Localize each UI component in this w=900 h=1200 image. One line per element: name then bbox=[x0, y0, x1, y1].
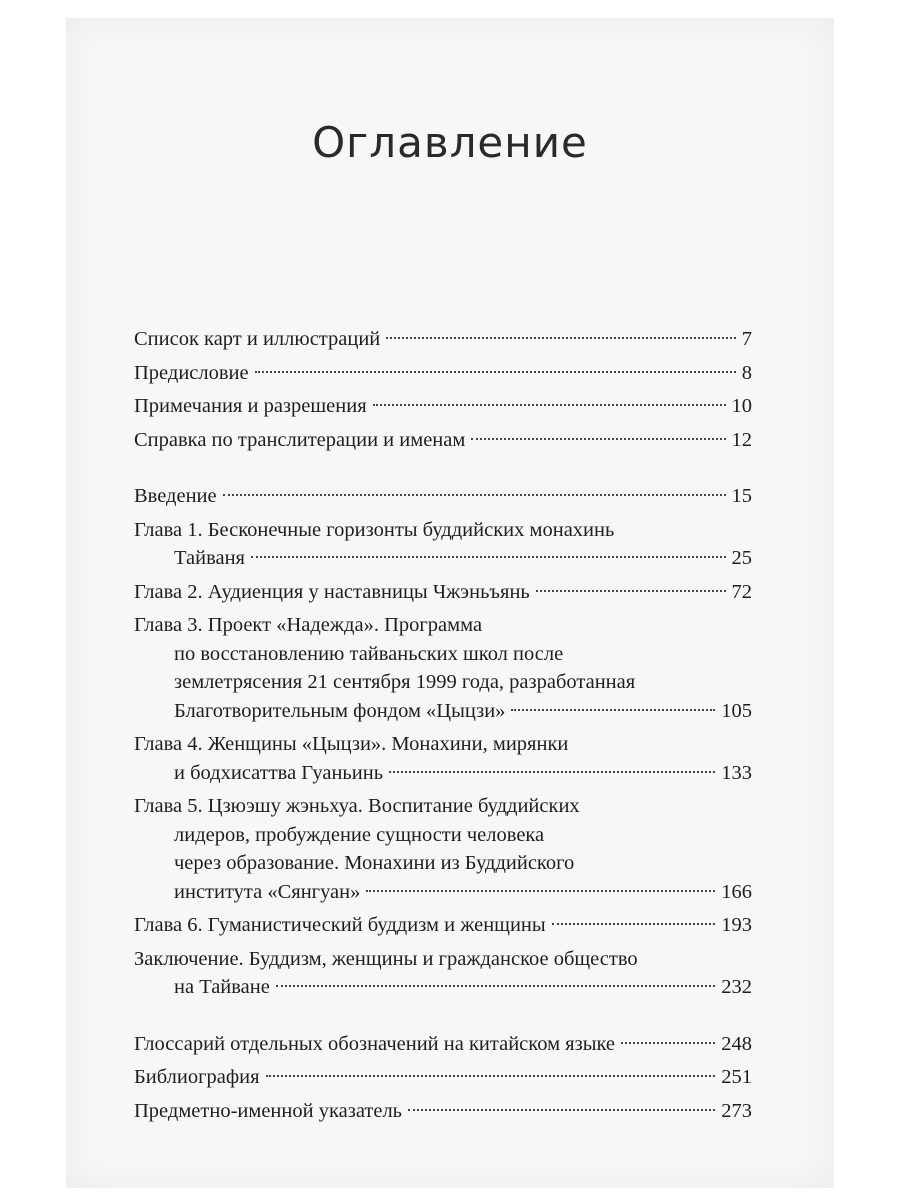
toc-entry-title-line: Глоссарий отдельных обозначений на китайском языке bbox=[134, 1032, 616, 1055]
toc-entry-title-line: Введение bbox=[134, 485, 217, 507]
toc-entry bbox=[134, 392, 752, 421]
toc-entry bbox=[134, 730, 752, 787]
dot-leader bbox=[408, 1109, 715, 1111]
toc-entry-title-line: Глава 4. Женщины «Цыцзи». Монахини, мирянки bbox=[134, 733, 569, 755]
toc-entry-title-line: Благотворительным фондом «Цыцзи» bbox=[174, 699, 506, 722]
toc-entry-title-line: на Тайване bbox=[174, 976, 270, 998]
toc-group bbox=[134, 482, 752, 1002]
toc-page-number: 248 bbox=[721, 1032, 752, 1055]
toc-entry-title-line: Предметно-именной указатель bbox=[134, 1099, 403, 1122]
toc-page-number: 72 bbox=[731, 580, 752, 603]
toc-page-number: 25 bbox=[731, 547, 752, 569]
toc-entry-title-line: Список карт и иллюстраций bbox=[134, 328, 381, 350]
toc-page-number: 133 bbox=[721, 761, 752, 784]
toc-entry bbox=[134, 482, 752, 511]
toc-page-number: 193 bbox=[721, 914, 752, 936]
toc-page-number: 10 bbox=[731, 395, 752, 417]
toc-entry bbox=[134, 325, 752, 354]
toc-entry-last-line bbox=[134, 392, 752, 421]
toc-entry-title-line: Глава 2. Аудиенция у наставницы Чжэньъянь bbox=[134, 580, 530, 603]
toc-entry-title-line: Тайваня bbox=[174, 547, 245, 569]
toc-entry-title-line: Глава 5. Цзюэшу жэньхуа. Воспитание буддийских bbox=[134, 795, 580, 817]
dot-leader bbox=[511, 709, 715, 711]
toc-entry-title-line: Предисловие bbox=[134, 361, 249, 384]
toc-entry-last-line bbox=[134, 1030, 752, 1059]
toc-entry-title-line: Примечания и разрешения bbox=[134, 395, 367, 417]
toc-entry-last-line bbox=[134, 1097, 752, 1126]
toc-entry-title-line: института «Сянгуан» bbox=[174, 880, 361, 903]
dot-leader bbox=[386, 337, 735, 339]
toc-entry-last-line bbox=[134, 1063, 752, 1092]
toc-entry-last-line bbox=[134, 973, 752, 1002]
toc-group bbox=[134, 1030, 752, 1126]
toc-entry-title-line: и бодхисаттва Гуаньинь bbox=[174, 761, 384, 784]
toc-entry-last-line bbox=[134, 359, 752, 388]
toc-entry bbox=[134, 578, 752, 607]
toc-entry bbox=[134, 426, 752, 455]
toc-entry-title-line: Заключение. Буддизм, женщины и гражданское общество bbox=[134, 947, 638, 970]
toc-entry-title-line: землетрясения 21 сентября 1999 года, разработанная bbox=[174, 671, 636, 693]
toc-entry bbox=[134, 1097, 752, 1126]
toc-group bbox=[134, 325, 752, 454]
toc-entry-title-line: через образование. Монахини из Буддийского bbox=[174, 852, 575, 874]
toc-page-number: 166 bbox=[721, 880, 752, 903]
toc-entry bbox=[134, 1063, 752, 1092]
toc-entry-last-line bbox=[134, 759, 752, 788]
dot-leader bbox=[255, 371, 736, 373]
toc-page-number: 105 bbox=[721, 699, 752, 722]
toc-entry-last-line bbox=[134, 325, 752, 354]
toc-entry-title-line: Глава 6. Гуманистический буддизм и женщины bbox=[134, 914, 546, 936]
toc-entry-title-line: Глава 3. Проект «Надежда». Программа bbox=[134, 614, 483, 636]
dot-leader bbox=[621, 1042, 715, 1044]
toc-entry bbox=[134, 516, 752, 573]
toc-entry-title-line: Глава 1. Бесконечные горизонты буддийских монахинь bbox=[134, 518, 615, 541]
toc-entry-last-line bbox=[134, 911, 752, 940]
toc-entry-last-line bbox=[134, 578, 752, 607]
toc-entry-last-line bbox=[134, 482, 752, 511]
toc-entry-last-line bbox=[134, 426, 752, 455]
dot-leader bbox=[223, 494, 726, 496]
toc-entry-last-line bbox=[134, 697, 752, 726]
toc-entry-title-line: лидеров, пробуждение сущности человека bbox=[174, 823, 545, 846]
dot-leader bbox=[389, 771, 715, 773]
toc-entry bbox=[134, 1030, 752, 1059]
toc-entry bbox=[134, 945, 752, 1002]
dot-leader bbox=[373, 404, 726, 406]
toc-page-number: 12 bbox=[731, 428, 752, 451]
dot-leader bbox=[266, 1075, 716, 1077]
toc-entry bbox=[134, 359, 752, 388]
toc-entry-last-line bbox=[134, 878, 752, 907]
dot-leader bbox=[276, 985, 715, 987]
table-of-contents bbox=[134, 325, 752, 1125]
toc-page-number: 232 bbox=[721, 976, 752, 998]
toc-entry bbox=[134, 611, 752, 725]
toc-entry-title-line: Справка по транслитерации и именам bbox=[134, 428, 466, 451]
toc-entry-title-line: по восстановлению тайваньских школ после bbox=[174, 642, 564, 665]
dot-leader bbox=[552, 923, 716, 925]
toc-page-number: 251 bbox=[721, 1066, 752, 1088]
toc-page-number: 15 bbox=[731, 485, 752, 507]
toc-page-number: 273 bbox=[721, 1099, 752, 1122]
dot-leader bbox=[251, 556, 726, 558]
dot-leader bbox=[471, 438, 725, 440]
toc-entry bbox=[134, 792, 752, 906]
dot-leader bbox=[536, 590, 726, 592]
dot-leader bbox=[366, 890, 715, 892]
page-title: Оглавление bbox=[312, 118, 588, 167]
toc-entry-last-line bbox=[134, 544, 752, 573]
toc-page-number: 7 bbox=[741, 328, 752, 350]
toc-entry bbox=[134, 911, 752, 940]
toc-page-number: 8 bbox=[741, 361, 752, 384]
toc-entry-title-line: Библиография bbox=[134, 1066, 260, 1088]
